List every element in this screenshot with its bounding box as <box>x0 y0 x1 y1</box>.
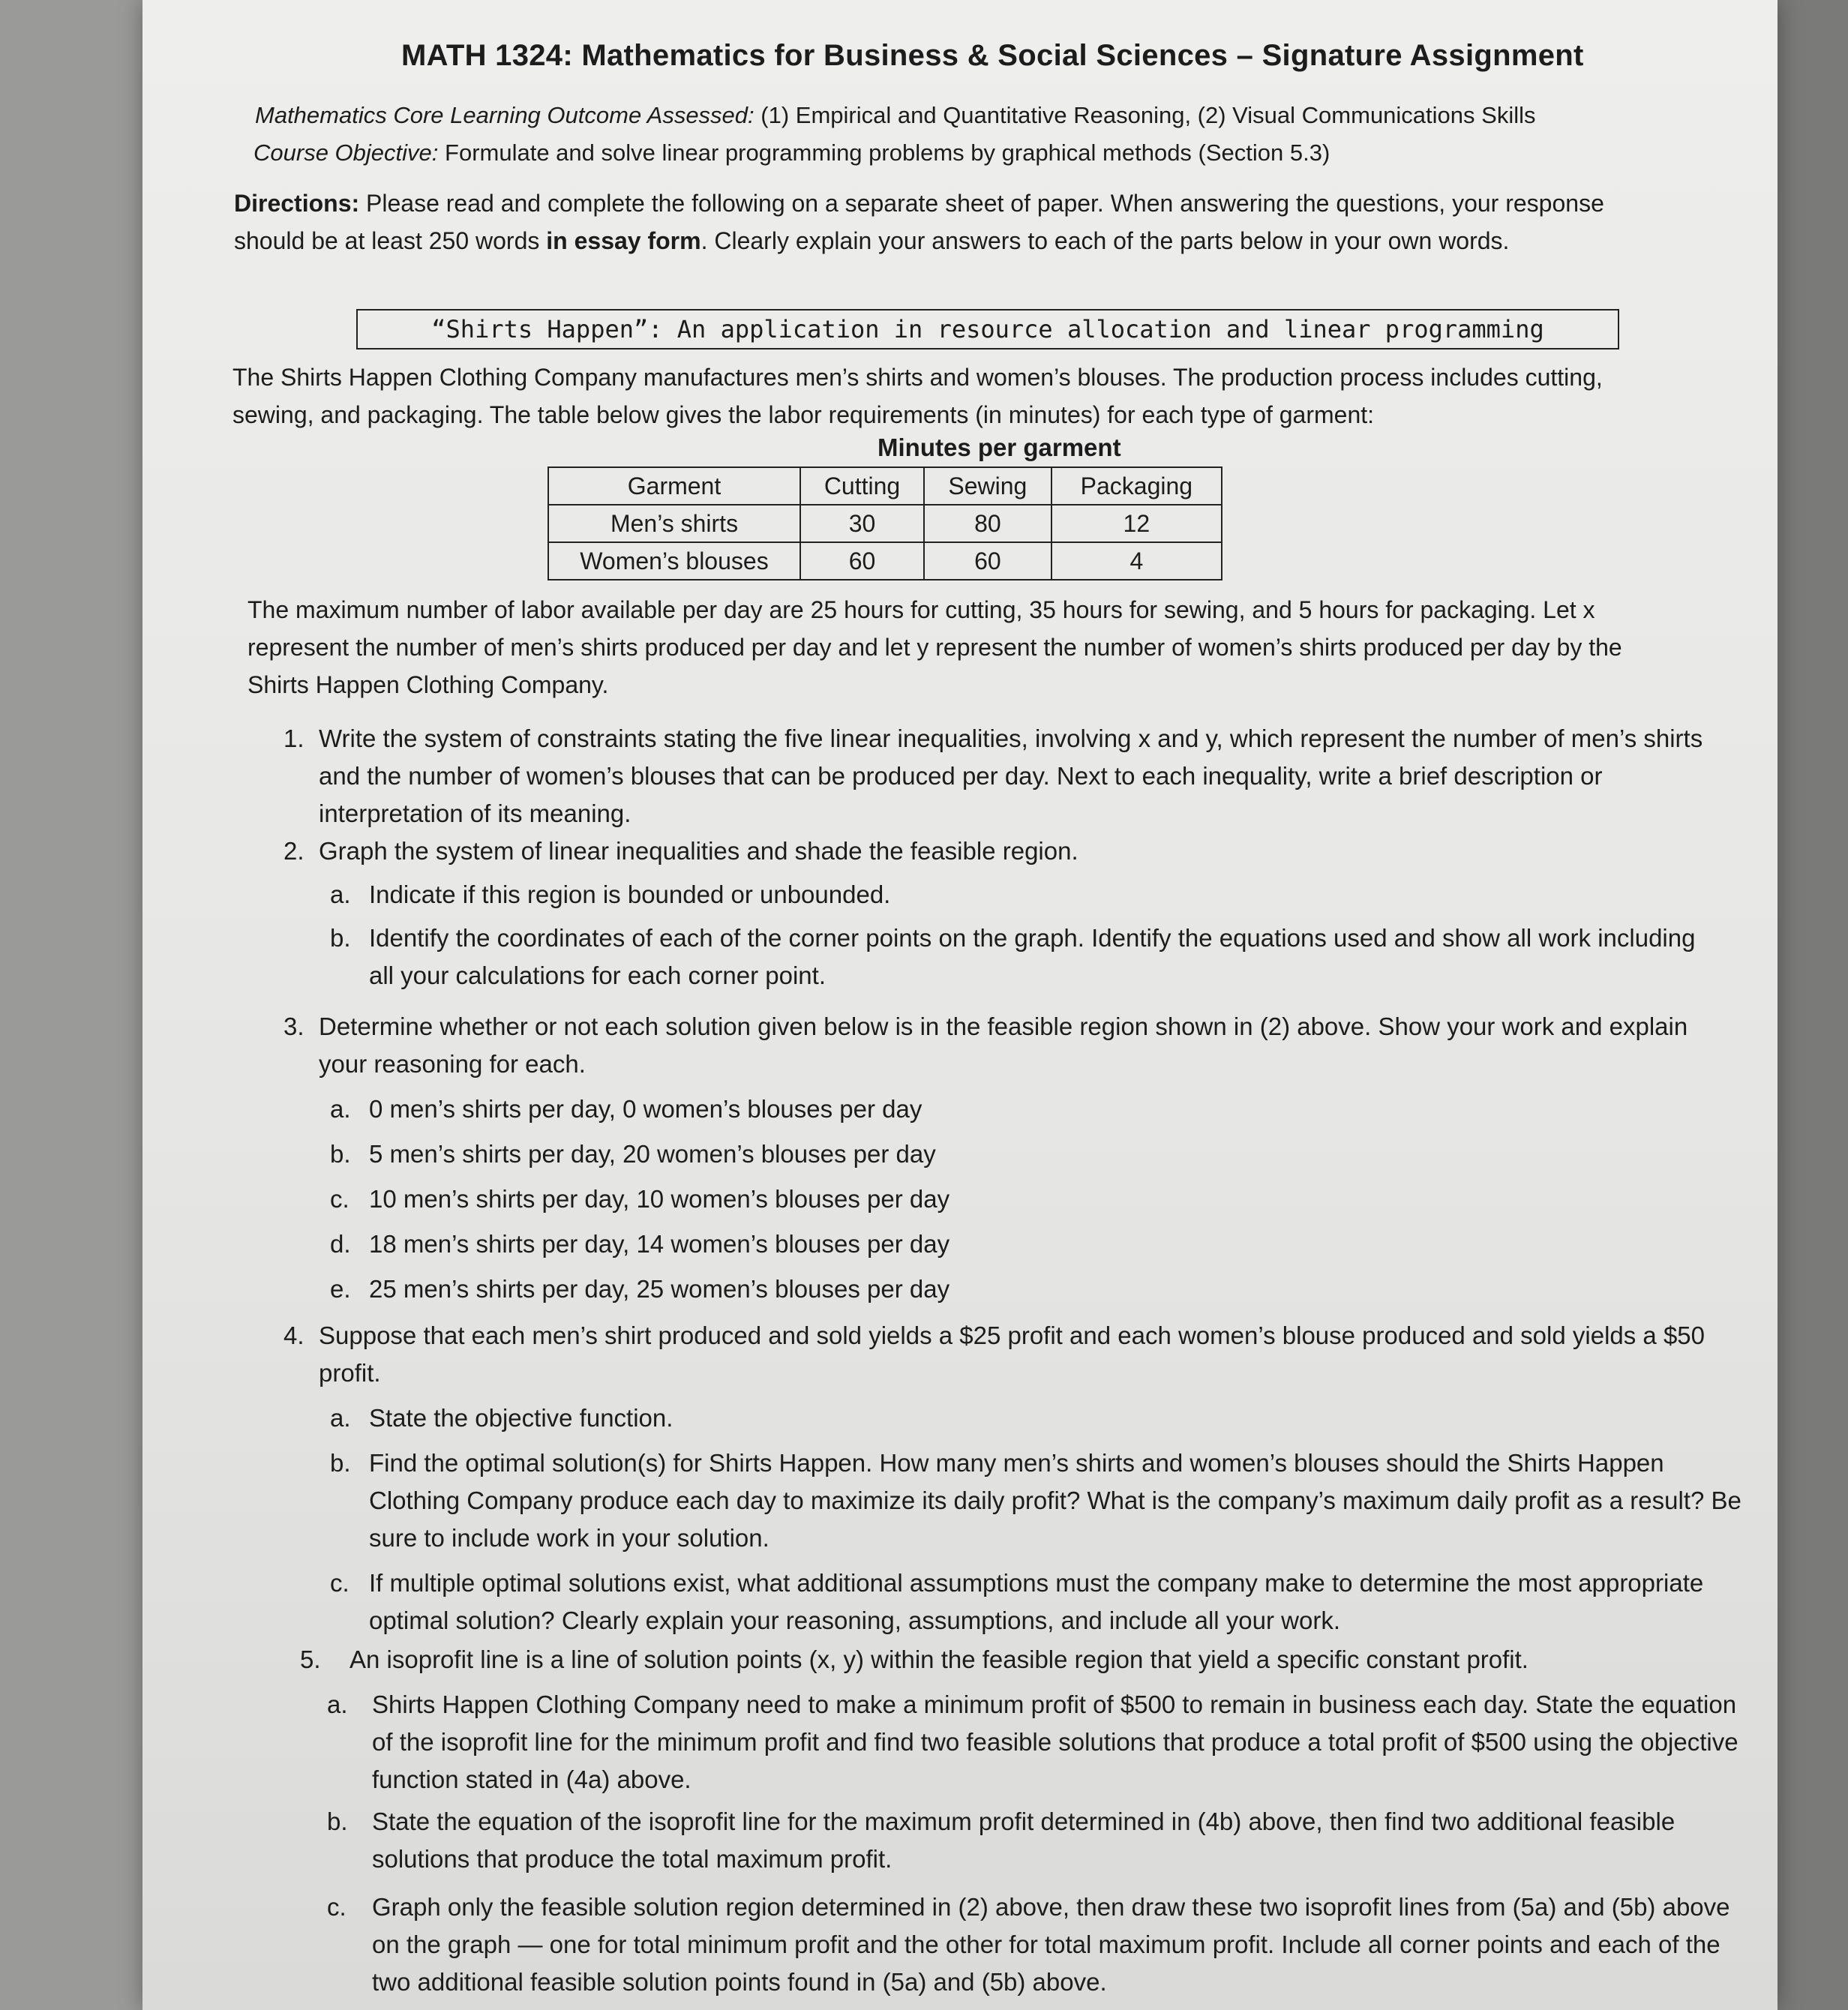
background-left <box>0 0 142 2010</box>
cell-cutting: 60 <box>800 542 924 580</box>
q3b-text: 5 men’s shirts per day, 20 women’s blouses per day <box>369 1140 936 1168</box>
q3-text: Determine whether or not each solution given below is in the feasible region shown in (2) above. Show your work and explain your reasoning for each. <box>319 1012 1688 1078</box>
directions-text-1: Please read and complete the following on a separate sheet of paper. When answering the questions, your response should be at least 250 words <box>234 190 1604 254</box>
q5a-text: Shirts Happen Clothing Company need to make a minimum profit of $500 to remain in business each day. State the equation of the isoprofit line for the minimum profit and find two feasible solutions that produce a total profit of $500 using the objective function stated in (4a) above. <box>372 1690 1738 1793</box>
cell-packaging: 12 <box>1052 505 1222 542</box>
table-row <box>548 505 1222 542</box>
q1-text: Write the system of constraints stating the five linear inequalities, involving x and y, which represent the number of men’s shirts and the number of women’s blouses that can be produced per day. Next to each inequality, write a brief description or interpretation of its meaning. <box>319 724 1703 827</box>
directions-text-2: . Clearly explain your answers to each of the parts below in your own words. <box>700 227 1510 254</box>
q5c-letter: c. <box>327 1893 346 1921</box>
labor-requirements-table <box>548 466 1222 580</box>
header-cutting: Cutting <box>800 467 924 505</box>
q4-number: 4. <box>284 1322 304 1349</box>
q4a-text: State the objective function. <box>369 1404 674 1432</box>
q5c-text: Graph only the feasible solution region determined in (2) above, then draw these two isoprofit lines from (5a) and (5b) above on the graph — one for total minimum profit and the other for total maximum profit. Include all corner points and each of the two additional feasible solution points found in (5a) and (5b) above. <box>372 1893 1730 1996</box>
labor-availability-paragraph: The maximum number of labor available per day are 25 hours for cutting, 35 hours for sewing, and 5 hours for packaging. Let x represent the number of men’s shirts produced per day and let y represent the number of women’s shirts produced per day by the Shirts Happen Clothing Company. <box>248 596 1622 698</box>
q3d-letter: d. <box>330 1230 351 1258</box>
directions-label: Directions: <box>234 190 360 217</box>
directions-emphasis: in essay form <box>546 227 701 254</box>
assignment-title-box: “Shirts Happen”: An application in resource allocation and linear programming <box>356 309 1619 350</box>
cell-cutting: 30 <box>800 505 924 542</box>
q5-text: An isoprofit line is a line of solution points (x, y) within the feasible region that yield a specific constant profit. <box>350 1646 1528 1673</box>
q3c-text: 10 men’s shirts per day, 10 women’s blouses per day <box>369 1185 950 1213</box>
cell-sewing: 80 <box>924 505 1052 542</box>
q3a-text: 0 men’s shirts per day, 0 women’s blouses per day <box>369 1095 922 1123</box>
cell-packaging: 4 <box>1052 542 1222 580</box>
q5b-text: State the equation of the isoprofit line for the maximum profit determined in (4b) above, then find two additional feasible solutions that produce the total maximum profit. <box>372 1808 1676 1873</box>
q3e-text: 25 men’s shirts per day, 25 women’s blouses per day <box>369 1275 950 1303</box>
table-row <box>548 542 1222 580</box>
outcome-text: (1) Empirical and Quantitative Reasoning, (2) Visual Communications Skills <box>760 102 1536 128</box>
background-right <box>1778 0 1848 2010</box>
q3-number: 3. <box>284 1012 304 1040</box>
page-title: MATH 1324: Mathematics for Business & Social Sciences – Signature Assignment <box>401 39 1584 72</box>
q5b-letter: b. <box>327 1808 348 1835</box>
q4a-letter: a. <box>330 1404 351 1432</box>
directions-paragraph <box>234 184 1674 260</box>
q5a-letter: a. <box>327 1690 348 1718</box>
header-packaging: Packaging <box>1052 467 1222 505</box>
table-header-row <box>548 467 1222 505</box>
q4b-letter: b. <box>330 1449 351 1477</box>
q4b-text: Find the optimal solution(s) for Shirts Happen. How many men’s shirts and women’s blouses should the Shirts Happen Clothing Company produce each day to maximize its daily profit? What is the company’s maximum daily profit as a result? Be sure to include work in your solution. <box>369 1449 1742 1552</box>
q2a-text: Indicate if this region is bounded or unbounded. <box>369 880 891 908</box>
q2b-text: Identify the coordinates of each of the corner points on the graph. Identify the equations used and show all work including all your calculations for each corner point. <box>369 924 1696 989</box>
objective-text: Formulate and solve linear programming problems by graphical methods (Section 5.3) <box>445 140 1330 166</box>
q4c-text: If multiple optimal solutions exist, what additional assumptions must the company make to determine the most appropriate optimal solution? Clearly explain your reasoning, assumptions, and include all your work. <box>369 1569 1704 1634</box>
course-objective-line <box>254 140 1330 166</box>
learning-outcome-line <box>255 102 1535 129</box>
outcome-label: Mathematics Core Learning Outcome Assessed: <box>255 102 754 128</box>
q3a-letter: a. <box>330 1095 351 1123</box>
table-caption: Minutes per garment <box>878 434 1121 461</box>
q3d-text: 18 men’s shirts per day, 14 women’s blouses per day <box>369 1230 950 1258</box>
intro-paragraph: The Shirts Happen Clothing Company manufactures men’s shirts and women’s blouses. The production process includes cutting, sewing, and packaging. The table below gives the labor requirements (in minutes) for each type of garment: <box>232 364 1603 428</box>
q5-number: 5. <box>300 1646 321 1673</box>
q1-number: 1. <box>284 724 304 752</box>
q2b-letter: b. <box>330 924 351 952</box>
q3b-letter: b. <box>330 1140 351 1168</box>
q2a-letter: a. <box>330 880 351 908</box>
objective-label: Course Objective: <box>254 140 439 166</box>
header-sewing: Sewing <box>924 467 1052 505</box>
q2-number: 2. <box>284 837 304 865</box>
cell-garment: Women’s blouses <box>548 542 800 580</box>
header-garment: Garment <box>548 467 800 505</box>
cell-sewing: 60 <box>924 542 1052 580</box>
q4c-letter: c. <box>330 1569 350 1597</box>
cell-garment: Men’s shirts <box>548 505 800 542</box>
q3e-letter: e. <box>330 1275 351 1303</box>
q3c-letter: c. <box>330 1185 350 1213</box>
q2-text: Graph the system of linear inequalities and shade the feasible region. <box>319 837 1078 865</box>
q4-text: Suppose that each men’s shirt produced and sold yields a $25 profit and each women’s blouse produced and sold yields a $50 profit. <box>319 1322 1705 1387</box>
